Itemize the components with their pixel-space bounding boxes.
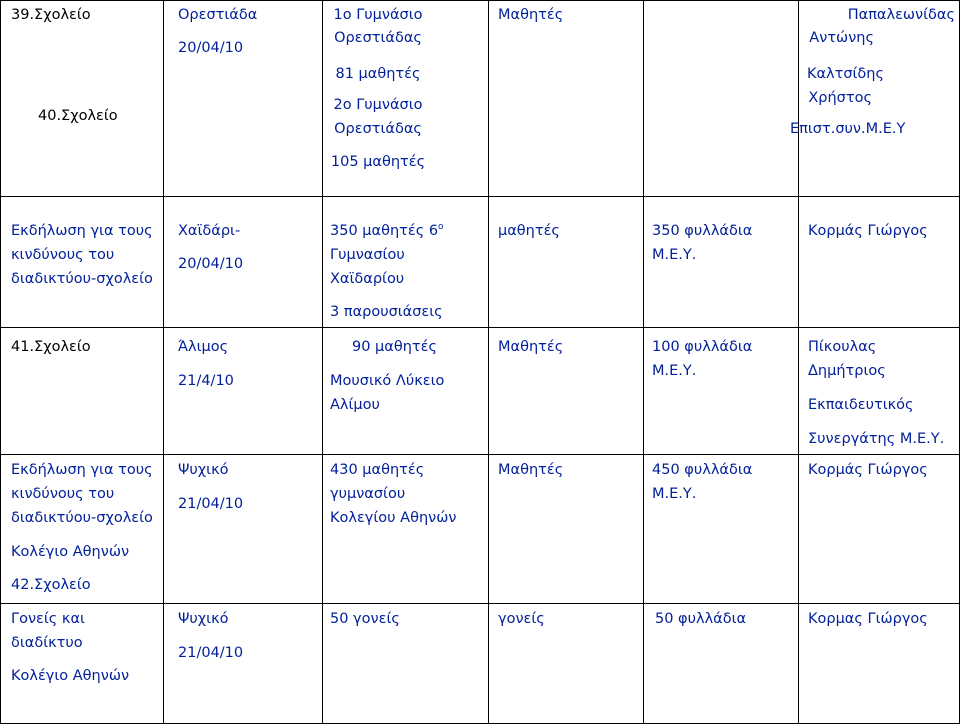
table-row-1-speaker: Επιστ.συν.Μ.Ε.Υ xyxy=(790,121,906,137)
table-row-4-materials: Μ.Ε.Υ. xyxy=(652,486,697,502)
table-row-5-place: Ψυχικό xyxy=(178,611,229,627)
table-row-5-speaker: Κορμας Γιώργος xyxy=(808,611,928,627)
table-row-4-event: Εκδήλωση για τους xyxy=(11,462,153,478)
grade-superscript: ο xyxy=(438,222,444,233)
table-row-3-audience: 90 μαθητές xyxy=(352,339,437,355)
table-row-2-target: μαθητές xyxy=(498,223,560,239)
table-row-4-event: Κολέγιο Αθηνών xyxy=(11,544,130,560)
table-row-5-date: 21/04/10 xyxy=(178,645,244,661)
table-row-1-audience: Ορεστιάδας xyxy=(334,30,422,46)
table-row-2-event: κινδύνους του xyxy=(11,247,115,263)
table-row-2-place: Χαϊδάρι- xyxy=(178,223,241,239)
table-row-1-speaker: Παπαλεωνίδας xyxy=(847,7,955,23)
table-row-1-speaker: Αντώνης xyxy=(809,30,874,46)
table-row-1-audience: Ορεστιάδας xyxy=(334,121,422,137)
table-row-3-speaker: Πίκουλας xyxy=(808,339,877,355)
table-row-3-materials: 100 φυλλάδια xyxy=(652,339,753,355)
table-row-3-target: Μαθητές xyxy=(498,339,564,355)
table-rule xyxy=(0,454,960,455)
table-row-3-speaker: Εκπαιδευτικός xyxy=(808,397,914,413)
table-rule xyxy=(0,723,960,724)
table-rule xyxy=(0,196,960,197)
table-row-4-place: Ψυχικό xyxy=(178,462,229,478)
table-row-4-target: Μαθητές xyxy=(498,462,564,478)
table-row-1-date: 20/04/10 xyxy=(178,40,244,56)
table-rule xyxy=(488,0,489,724)
table-row-2-audience: 3 παρουσιάσεις xyxy=(330,304,443,320)
table-row-3-speaker: Συνεργάτης Μ.Ε.Υ. xyxy=(808,431,945,447)
table-rule xyxy=(643,0,644,724)
table-row-5-event: διαδίκτυο xyxy=(11,635,83,651)
table-row-3-place: Άλιμος xyxy=(178,339,229,355)
table-row-4-materials: 450 φυλλάδια xyxy=(652,462,753,478)
table-row-3-materials: Μ.Ε.Υ. xyxy=(652,363,697,379)
table-rule xyxy=(0,327,960,328)
table-row-2-date: 20/04/10 xyxy=(178,256,244,272)
table-row-1-audience: 1ο Γυμνάσιο xyxy=(333,7,423,23)
table-row-5-event: Γονείς και xyxy=(11,611,85,627)
table-row-4-speaker: Κορμάς Γιώργος xyxy=(808,462,928,478)
table-row-1-target: Μαθητές xyxy=(498,7,564,23)
table-row-3-speaker: Δημήτριος xyxy=(808,363,886,379)
table-row-1-speaker: Καλτσίδης xyxy=(806,66,884,82)
table-row-3-audience: Αλίμου xyxy=(330,397,380,413)
table-row-3-event: 41.Σχολείο xyxy=(11,339,91,355)
audience-count: 350 μαθητές 6 xyxy=(330,223,439,239)
table-row-1-event: 39.Σχολείο xyxy=(11,7,91,23)
table-row-2-materials: 350 φυλλάδια xyxy=(652,223,753,239)
table-rule xyxy=(163,0,164,724)
table-row-1-event: 40.Σχολείο xyxy=(38,108,118,124)
table-row-3-date: 21/4/10 xyxy=(178,373,234,389)
table-row-4-audience: γυμνασίου xyxy=(330,486,406,502)
table-row-4-event: διαδικτύου-σχολείο xyxy=(11,510,153,526)
table-row-2-audience xyxy=(330,219,444,244)
table-row-4-audience: Κολεγίου Αθηνών xyxy=(330,510,457,526)
table-row-4-event: κινδύνους του xyxy=(11,486,115,502)
table-row-3-audience: Μουσικό Λύκειο xyxy=(330,373,445,389)
table-row-4-date: 21/04/10 xyxy=(178,496,244,512)
table-row-1-place: Ορεστιάδα xyxy=(178,7,258,23)
table-row-2-event: διαδικτύου-σχολείο xyxy=(11,271,153,287)
table-rule xyxy=(0,603,960,604)
table-row-1-audience: 2ο Γυμνάσιο xyxy=(333,97,423,113)
table-row-5-target: γονείς xyxy=(498,611,545,627)
table-rule xyxy=(0,0,1,724)
table-row-1-audience: 105 μαθητές xyxy=(330,154,426,170)
table-row-2-audience: Χαϊδαρίου xyxy=(330,271,405,287)
table-row-2-audience: Γυμνασίου xyxy=(330,247,405,263)
table-row-5-materials: 50 φυλλάδια xyxy=(655,611,747,627)
table-row-4-event: 42.Σχολείο xyxy=(11,577,91,593)
table-row-5-event: Κολέγιο Αθηνών xyxy=(11,668,130,684)
table-row-2-speaker: Κορμάς Γιώργος xyxy=(808,223,928,239)
table-row-1-speaker: Χρήστος xyxy=(808,90,872,106)
table-rule xyxy=(0,0,960,1)
table-row-4-audience: 430 μαθητές xyxy=(330,462,425,478)
table-row-1-audience: 81 μαθητές xyxy=(335,66,421,82)
table-row-5-audience: 50 γονείς xyxy=(330,611,400,627)
table-row-2-materials: Μ.Ε.Υ. xyxy=(652,247,697,263)
table-row-2-event: Εκδήλωση για τους xyxy=(11,223,153,239)
